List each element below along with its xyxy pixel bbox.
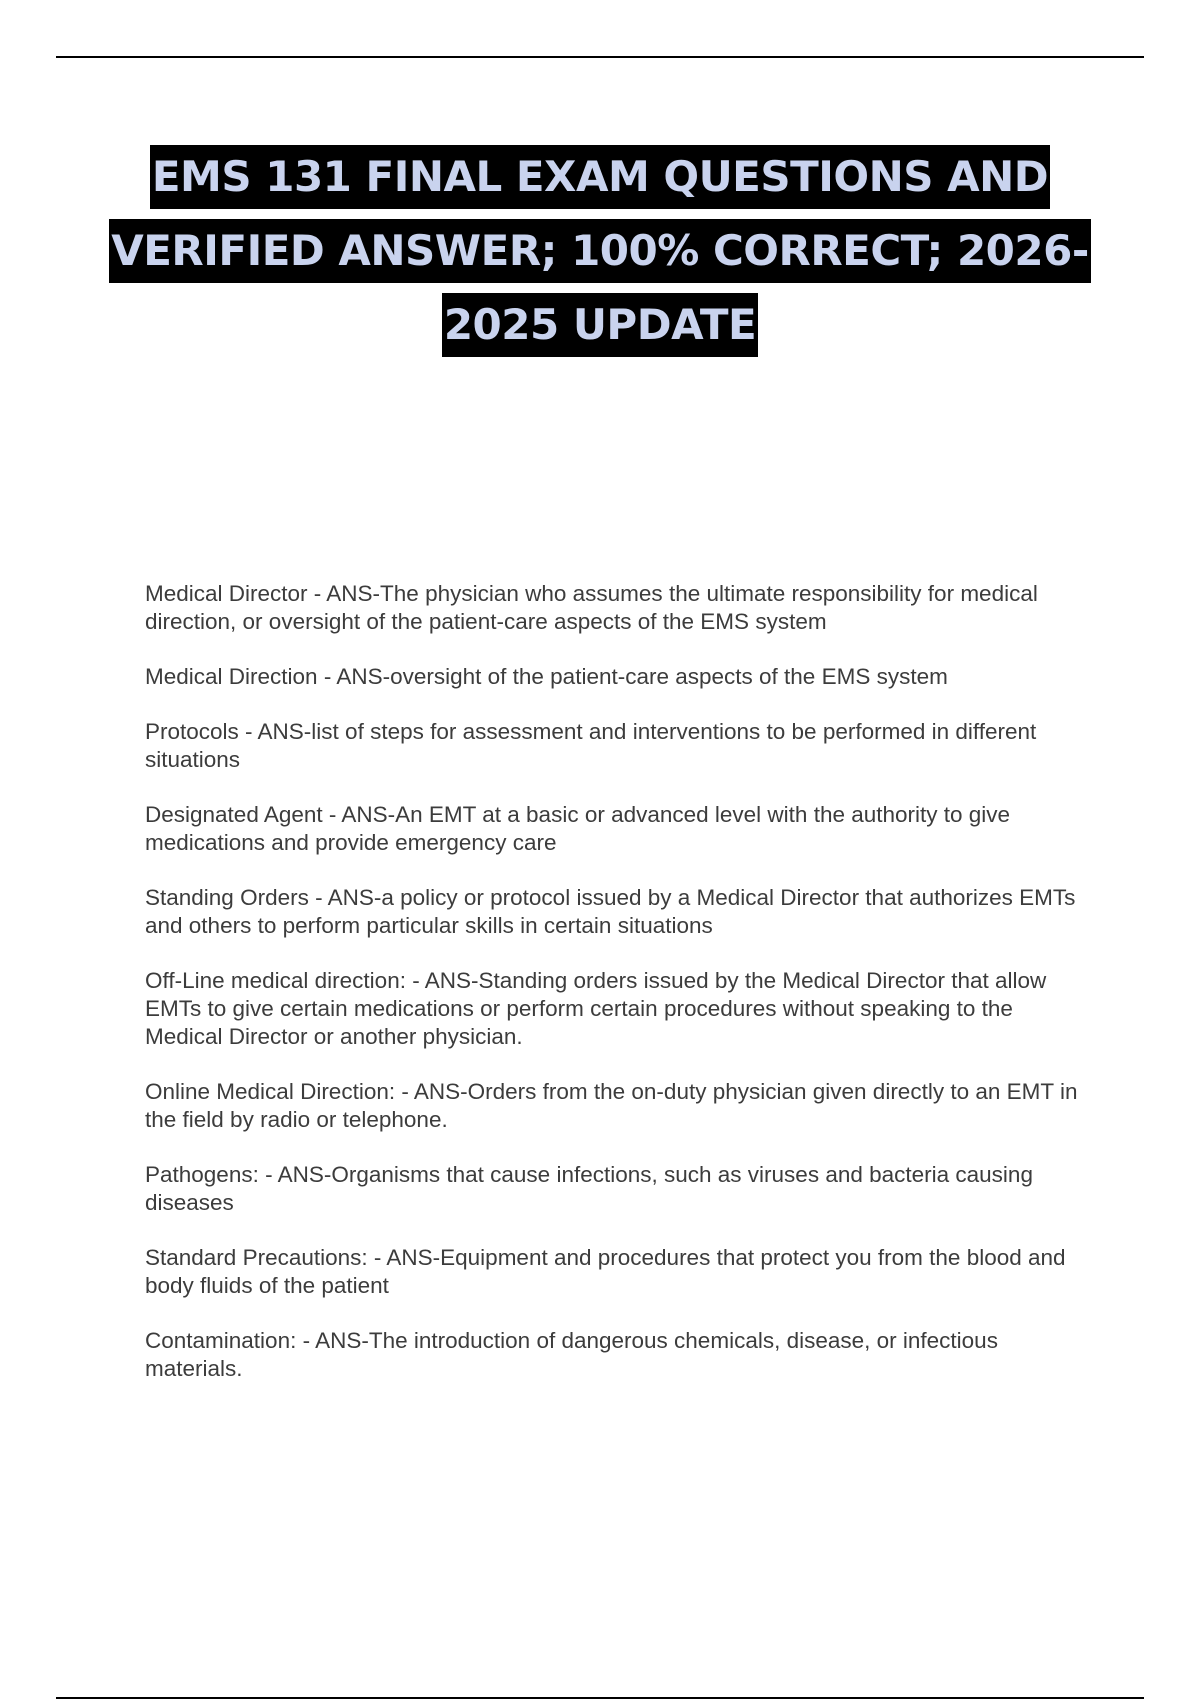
entry-online-medical-direction: Online Medical Direction: - ANS-Orders from the on-duty physician given directly to an EMT in the field by radio or telephone. (145, 1079, 1078, 1132)
title-line-3: 2025 UPDATE (442, 293, 758, 357)
entry-standard-precautions: Standard Precautions: - ANS-Equipment and procedures that protect you from the blood and body fluids of the patient (145, 1245, 1066, 1298)
entry-offline-medical-direction: Off-Line medical direction: - ANS-Standing orders issued by the Medical Director that allow EMTs to give certain medications or perform certain procedures without speaking to the Medical Director or another physician. (145, 968, 1047, 1049)
qa-entries (145, 580, 1090, 1410)
title-line-1: EMS 131 FINAL EXAM QUESTIONS AND (150, 145, 1050, 209)
entry-contamination: Contamination: - ANS-The introduction of dangerous chemicals, disease, or infectious materials. (145, 1328, 998, 1381)
entry-medical-direction: Medical Direction - ANS-oversight of the patient-care aspects of the EMS system (145, 664, 948, 689)
entry-designated-agent: Designated Agent - ANS-An EMT at a basic or advanced level with the authority to give medications and provide emergency care (145, 802, 1011, 855)
document-title (100, 145, 1100, 367)
title-line-2: VERIFIED ANSWER; 100% CORRECT; 2026- (109, 219, 1091, 283)
entry-standing-orders: Standing Orders - ANS-a policy or protocol issued by a Medical Director that authorizes EMTs and others to perform particular skills in certain situations (145, 885, 1076, 938)
bottom-rule (56, 1697, 1144, 1699)
entry-protocols: Protocols - ANS-list of steps for assessment and interventions to be performed in different situations (145, 719, 1037, 772)
entry-pathogens: Pathogens: - ANS-Organisms that cause infections, such as viruses and bacteria causing diseases (145, 1162, 1033, 1215)
top-rule (56, 56, 1144, 58)
entry-medical-director: Medical Director - ANS-The physician who assumes the ultimate responsibility for medical direction, or oversight of the patient-care aspects of the EMS system (145, 581, 1038, 634)
